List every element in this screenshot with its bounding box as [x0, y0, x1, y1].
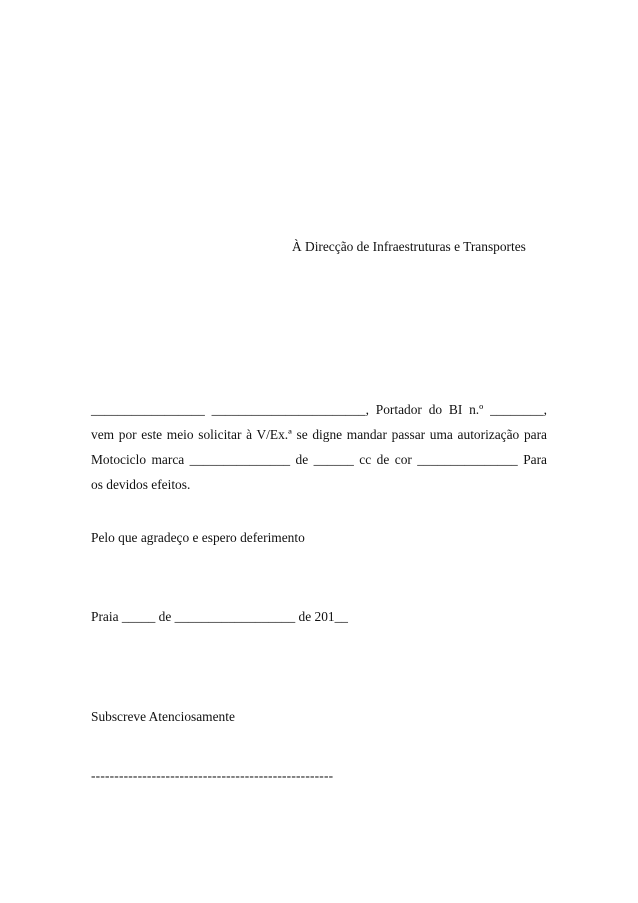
body-line-4: os devidos efeitos. — [91, 477, 191, 492]
signoff-line: Subscreve Atenciosamente — [91, 709, 235, 724]
body-line-3: Motociclo marca _______________ de ______ cc de cor _______________ Para — [91, 452, 547, 467]
body-line-2: vem por este meio solicitar à V/Ex.ª se digne mandar passar uma autorização para — [91, 427, 547, 442]
body-line-1: _________________ _______________________, Portador do BI n.º ________, — [91, 402, 547, 417]
recipient-line: À Direcção de Infraestruturas e Transportes — [292, 239, 526, 254]
request-paragraph — [91, 397, 547, 497]
signature-line: ---------------------------------------------------- — [91, 768, 334, 783]
date-line: Praia _____ de __________________ de 201__ — [91, 609, 348, 624]
closing-line: Pelo que agradeço e espero deferimento — [91, 530, 305, 545]
